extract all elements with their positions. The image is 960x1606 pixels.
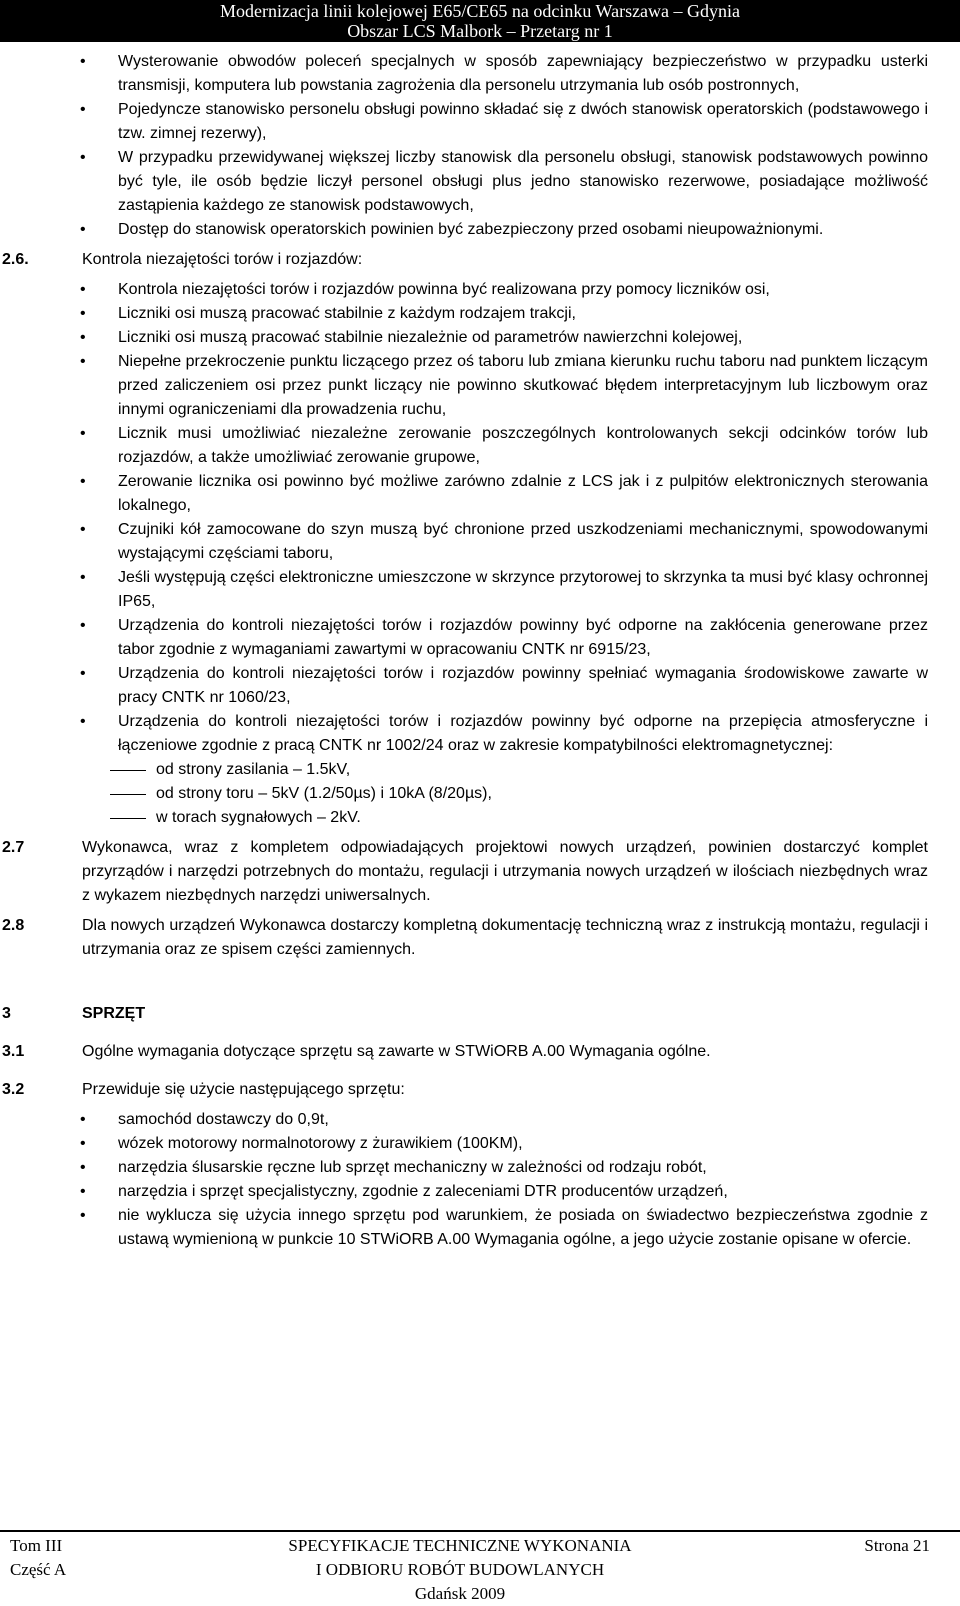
section-text: Ogólne wymagania dotyczące sprzętu są zawarte w STWiORB A.00 Wymagania ogólne. xyxy=(82,1043,711,1060)
sub-list-item: od strony zasilania – 1.5kV, xyxy=(36,758,928,782)
footer-part: Część A xyxy=(10,1560,67,1579)
footer-tom: Tom III xyxy=(10,1536,63,1555)
section-number: 3.2 xyxy=(2,1081,25,1098)
section-title: SPRZĘT xyxy=(82,1005,146,1022)
section-number: 2.7 xyxy=(2,839,25,856)
list-item: • W przypadku przewidywanej większej liczby stanowisk dla personelu obsługi, stanowisk podstawowych powinno być tyle, ile osób będzie liczył personel obsługi plus jedno stanowisko rezerwowe, posiadające możliwość zastąpienia każdego ze stanowisk podstawowych, xyxy=(36,146,928,218)
header-subtitle: Obszar LCS Malbork – Przetarg nr 1 xyxy=(347,21,613,41)
list-item: • Czujniki kół zamocowane do szyn muszą być chronione przed uszkodzeniami mechanicznymi, spowodowanymi wystającymi częściami taboru, xyxy=(36,518,928,566)
list-item: • Dostęp do stanowisk operatorskich powinien być zabezpieczony przed osobami nieupoważnionymi. xyxy=(36,218,928,242)
list-item: • Jeśli występują części elektroniczne umieszczone w skrzynce przytorowej to skrzynka ta musi być klasy ochronnej IP65, xyxy=(36,566,928,614)
document-body xyxy=(2,50,928,1252)
list-item: • narzędzia i sprzęt specjalistyczny, zgodnie z zaleceniami DTR producentów urządzeń, xyxy=(36,1180,928,1204)
section-title: Kontrola niezajętości torów i rozjazdów: xyxy=(82,251,363,268)
footer-place-date: Gdańsk 2009 xyxy=(414,1584,506,1603)
list-item: • Urządzenia do kontroli niezajętości torów i rozjazdów powinny być odporne na zakłócenia generowane przez tabor zgodnie z wymaganiami zawartymi w opracowaniu CNTK nr 6915/23, xyxy=(36,614,928,662)
section-3-2 xyxy=(2,1078,928,1102)
section-2-7 xyxy=(2,836,928,908)
list-item: • Zerowanie licznika osi powinno być możliwe zarówno zdalnie z LCS jak i z pulpitów elektronicznych sterowania lokalnego, xyxy=(36,470,928,518)
page-header xyxy=(0,0,960,42)
list-item: • nie wyklucza się użycia innego sprzętu pod warunkiem, że posiada on świadectwo bezpieczeństwa zgodnie z ustawą wymienioną w punkcie 10 STWiORB A.00 Wymagania ogólne, a jego użycie zostanie opisane w ofercie. xyxy=(36,1204,928,1252)
section-2-6-heading xyxy=(2,248,928,272)
list-item: • Liczniki osi muszą pracować stabilnie z każdym rodzajem trakcji, xyxy=(36,302,928,326)
section-number: 2.8 xyxy=(2,917,25,934)
list-item: • Niepełne przekroczenie punktu liczącego przez oś taboru lub zmiana kierunku ruchu taboru nad punktem liczącym przed zaliczeniem osi przez punkt liczący nie powinno skutkować błędem interpretacyjnym lub liczbowym oraz innymi ograniczeniami dla prowadzenia ruchu, xyxy=(36,350,928,422)
list-item: • samochód dostawczy do 0,9t, xyxy=(36,1108,928,1132)
list-item: • Pojedyncze stanowisko personelu obsługi powinno składać się z dwóch stanowisk operatorskich (podstawowego i tzw. zimnej rezerwy), xyxy=(36,98,928,146)
list-item: • narzędzia ślusarskie ręczne lub sprzęt mechaniczny w zależności od rodzaju robót, xyxy=(36,1156,928,1180)
list-item: • Licznik musi umożliwiać niezależne zerowanie poszczególnych kontrolowanych sekcji odcinków torów lub rozjazdów, a także umożliwiać zerowanie grupowe, xyxy=(36,422,928,470)
section-number: 3.1 xyxy=(2,1043,25,1060)
page-number: Strona 21 xyxy=(864,1536,930,1555)
footer-title xyxy=(230,1534,690,1606)
page-footer xyxy=(0,1530,960,1603)
section-text: Przewiduje się użycie następującego sprzętu: xyxy=(82,1081,405,1098)
list-item: • Kontrola niezajętości torów i rozjazdów powinna być realizowana przy pomocy liczników osi, xyxy=(36,278,928,302)
sub-list-item: od strony toru – 5kV (1.2/50µs) i 10kA (8/20µs), xyxy=(36,782,928,806)
footer-divider xyxy=(0,1530,960,1532)
list-item: • Liczniki osi muszą pracować stabilnie niezależnie od parametrów nawierzchni kolejowej, xyxy=(36,326,928,350)
list-item: • Urządzenia do kontroli niezajętości torów i rozjazdów powinny być odporne na przepięcia atmosferyczne i łączeniowe zgodnie z pracą CNTK nr 1002/24 oraz w zakresie kompatybilności elektromagnetycznej: xyxy=(36,710,928,758)
list-item: • Wysterowanie obwodów poleceń specjalnych w sposób zapewniający bezpieczeństwo w przypadku usterki transmisji, komputera lub powstania zagrożenia dla personelu utrzymania lub osób postronnych, xyxy=(36,50,928,98)
footer-volume xyxy=(10,1534,66,1582)
header-title: Modernizacja linii kolejowej E65/CE65 na odcinku Warszawa – Gdynia xyxy=(219,1,741,21)
footer-title-line2: I ODBIORU ROBÓT BUDOWLANYCH xyxy=(315,1560,605,1579)
section-number: 3 xyxy=(2,1005,11,1022)
section-2-8 xyxy=(2,914,928,962)
section-3-1 xyxy=(2,1040,928,1064)
footer-title-line1: SPECYFIKACJE TECHNICZNE WYKONANIA xyxy=(288,1536,632,1555)
sub-list-item: w torach sygnałowych – 2kV. xyxy=(36,806,928,830)
section-text: Dla nowych urządzeń Wykonawca dostarczy kompletną dokumentację techniczną wraz z instrukcją montażu, regulacji i utrzymania oraz ze spisem części zamiennych. xyxy=(82,917,928,958)
list-item: • Urządzenia do kontroli niezajętości torów i rozjazdów powinny spełniać wymagania środowiskowe zawarte w pracy CNTK nr 1060/23, xyxy=(36,662,928,710)
section-text: Wykonawca, wraz z kompletem odpowiadających projektowi nowych urządzeń, powinien dostarczyć komplet przyrządów i narzędzi potrzebnych do montażu, regulacji i utrzymania nowych urządzeń w ilościach niezbędnych wraz z wykazem niezbędnych narzędzi uniwersalnych. xyxy=(82,839,928,904)
section-number: 2.6. xyxy=(2,251,29,268)
list-item: • wózek motorowy normalnotorowy z żurawikiem (100KM), xyxy=(36,1132,928,1156)
section-3-heading xyxy=(2,1002,928,1026)
